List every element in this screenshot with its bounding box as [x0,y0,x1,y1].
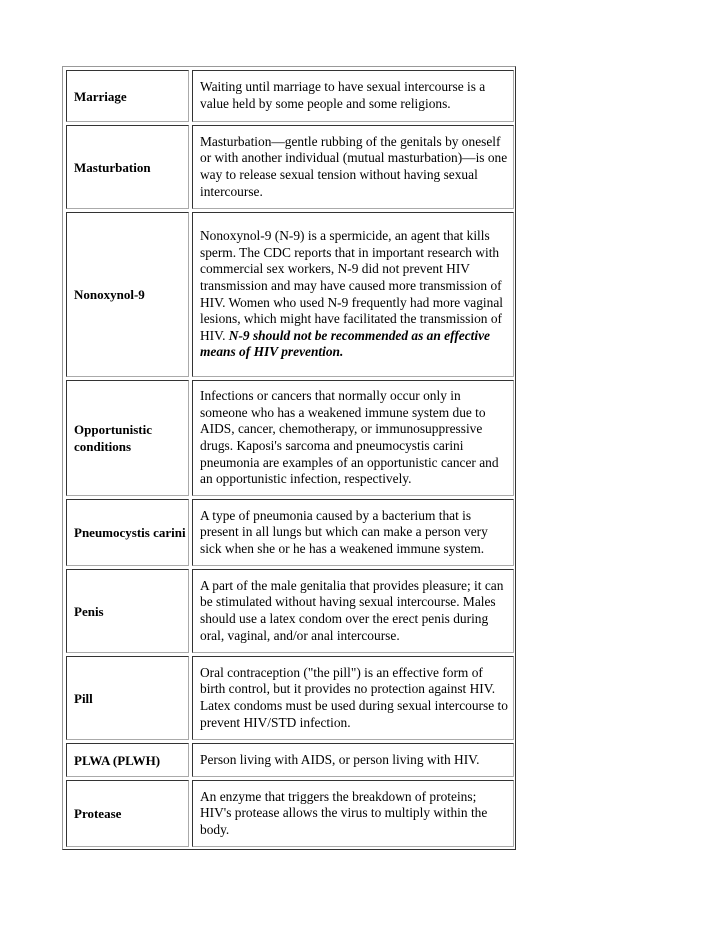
term-label: PLWA (PLWH) [74,752,161,768]
term-cell [66,125,189,209]
term-cell [66,212,189,377]
definition-text [200,228,509,361]
definition-text: Oral contraception ("the pill") is an effective form of birth control, but it provides no protection against HIV. Latex condoms must be used during sexual intercourse to prevent HIV/STD infection. [200,664,508,730]
definition-cell [192,499,514,566]
definition-text: A type of pneumonia caused by a bacterium that is present in all lungs but which can make a person very sick when she or he has a weakened immune system. [200,507,488,556]
definition-cell [192,212,514,377]
term-label: Masturbation [74,159,151,175]
definition-text: Person living with AIDS, or person living with HIV. [200,751,480,767]
definition-cell [192,780,514,847]
term-cell [66,656,189,740]
term-label: Nonoxynol-9 [74,287,145,302]
term-label: Marriage [74,88,127,104]
term-cell [66,499,189,566]
definition-cell [192,656,514,740]
term-cell [66,780,189,847]
term-label: Pneumocystis carini [74,525,186,540]
definition-text: An enzyme that triggers the breakdown of proteins; HIV's protease allows the virus to multiply within the body. [200,788,488,837]
definition-cell [192,125,514,209]
definition-cell [192,569,514,653]
term-label: Penis [74,603,104,619]
definition-cell [192,380,514,496]
term-label: Protease [74,806,122,821]
term-cell [66,380,189,496]
definition-text: Waiting until marriage to have sexual intercourse is a value held by some people and some religions. [200,79,486,111]
definition-text: Infections or cancers that normally occur only in someone who has a weakened immune system due to AIDS, cancer, chemotherapy, or immunosuppressive drugs. Kaposi's sarcoma and pneumocystis carini pneumonia are examples of an opportunistic cancer and an opportunistic infection, respectively. [200,388,499,487]
definition-cell [192,70,514,122]
definition-text: A part of the male genitalia that provides pleasure; it can be stimulated without having sexual intercourse. Males should use a latex condom over the erect penis during oral, vaginal, and/or anal intercourse. [200,577,504,643]
definition-body: Nonoxynol-9 (N-9) is a spermicide, an agent that kills sperm. The CDC reports that in important research with commercial sex workers, N-9 did not prevent HIV transmission and may have caused more transmission of HIV. Women who used N-9 frequently had more vaginal lesions, which might have facilitated the transmission of HIV. [200,228,503,343]
definition-emphasis: N-9 should not be recommended as an effective means of HIV prevention. [200,327,490,360]
term-label: Opportunistic conditions [74,422,153,454]
term-cell [66,70,189,122]
definition-text: Masturbation—gentle rubbing of the genitals by oneself or with another individual (mutual masturbation)—is one way to release sexual tension without having sexual intercourse. [200,133,508,199]
term-label: Pill [74,690,93,706]
term-cell [66,743,189,777]
definition-cell [192,743,514,777]
term-cell [66,569,189,653]
